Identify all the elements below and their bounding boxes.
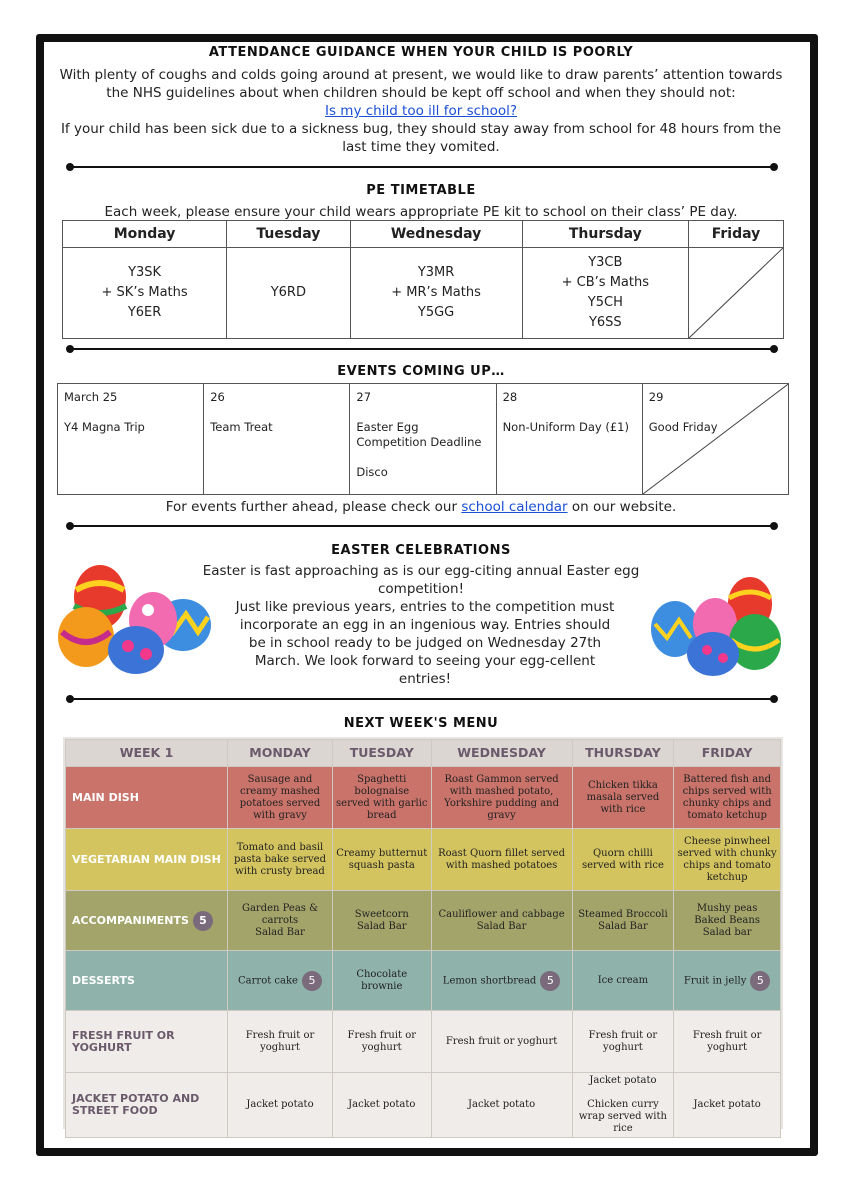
attendance-line2: If your child has been sick due to a sickness bug, they should stay away from school for 48 hours from the last time they vomited.: [60, 121, 782, 155]
event-item: Disco: [356, 465, 388, 479]
menu-day: THURSDAY: [572, 740, 674, 767]
pe-class: Y3MR: [417, 265, 455, 280]
menu-cell: Sweetcorn Salad Bar: [333, 891, 432, 951]
five-a-day-badge: 5: [302, 971, 322, 991]
menu-cell: Steamed Broccoli Salad Bar: [572, 891, 674, 951]
events-title: EVENTS COMING UP…: [337, 364, 505, 379]
pe-cell: [522, 248, 688, 339]
easter-line1: Easter is fast approaching as is our egg-citing annual Easter egg competition!: [202, 563, 640, 597]
pe-cell-empty: [689, 248, 784, 339]
pe-class: Y3SK: [128, 265, 162, 280]
event-date: 28: [502, 390, 518, 404]
five-a-day-badge: 5: [750, 971, 770, 991]
divider: [70, 166, 774, 168]
menu-cell: Battered fish and chips served with chunky chips and tomato ketchup: [674, 767, 781, 829]
menu-cell: Roast Quorn fillet served with mashed potatoes: [431, 829, 572, 891]
pe-day-thursday: Thursday: [522, 221, 688, 248]
menu-cell: Roast Gammon served with mashed potato, Yorkshire pudding and gravy: [431, 767, 572, 829]
menu-cell: Fresh fruit or yoghurt: [674, 1011, 781, 1073]
menu-cell: Jacket potato: [333, 1073, 432, 1138]
divider: [70, 348, 774, 350]
diagonal-line: [689, 248, 783, 338]
menu-cell: Fresh fruit or yoghurt: [228, 1011, 333, 1073]
pe-title: PE TIMETABLE: [366, 183, 476, 198]
menu-cell: Jacket potato: [431, 1073, 572, 1138]
menu-cell: Chocolate brownie: [333, 951, 432, 1011]
pe-class: Y6SS: [588, 315, 622, 330]
menu-row-label: MAIN DISH: [66, 767, 228, 829]
event-item: Non-Uniform Day (£1): [502, 420, 629, 434]
event-item: Good Friday: [648, 420, 718, 434]
pe-cell: [63, 248, 227, 339]
events-footer: [52, 498, 790, 516]
pe-class: + SK’s Maths: [101, 285, 188, 300]
pe-class: Y3CB: [588, 255, 623, 270]
event-item: Easter Egg Competition Deadline: [356, 420, 482, 449]
event-item: Y4 Magna Trip: [64, 420, 145, 434]
menu-row-label: FRESH FRUIT OR YOGHURT: [66, 1011, 228, 1073]
menu-cell: Cheese pinwheel served with chunky chips and tomato ketchup: [674, 829, 781, 891]
pe-class: Y6ER: [127, 305, 162, 320]
menu-cell-text: Carrot cake: [238, 975, 298, 986]
event-day: [350, 384, 496, 495]
event-item: Team Treat: [210, 420, 273, 434]
event-day: [204, 384, 350, 495]
menu-row-label: DESSERTS: [66, 951, 228, 1011]
event-date: 29: [648, 390, 664, 404]
menu-cell: Quorn chilli served with rice: [572, 829, 674, 891]
pe-class: Y5GG: [417, 305, 455, 320]
menu-cell: Ice cream: [572, 951, 674, 1011]
menu-cell: Cauliflower and cabbage Salad Bar: [431, 891, 572, 951]
menu-row-label: VEGETARIAN MAIN DISH: [66, 829, 228, 891]
pe-day-wednesday: Wednesday: [350, 221, 522, 248]
menu-table: [65, 739, 781, 1138]
easter-eggs-right-icon: [645, 574, 785, 679]
menu-row-label-text: ACCOMPANIMENTS: [72, 913, 189, 927]
menu-cell: Sausage and creamy mashed potatoes served with gravy: [228, 767, 333, 829]
pe-day-monday: Monday: [63, 221, 227, 248]
menu-title: NEXT WEEK'S MENU: [343, 716, 499, 731]
menu-row-label: JACKET POTATO AND STREET FOOD: [66, 1073, 228, 1138]
attendance-line1: With plenty of coughs and colds going around at present, we would like to draw parents’ attention towards the NHS guidelines about when children should be kept off school and when they should not:: [59, 67, 783, 101]
school-calendar-link[interactable]: school calendar: [461, 499, 568, 515]
pe-table: [62, 220, 784, 339]
menu-day: MONDAY: [228, 740, 333, 767]
pe-class: + CB’s Maths: [561, 275, 649, 290]
event-date: 27: [356, 390, 372, 404]
divider: [70, 698, 774, 700]
easter-title: EASTER CELEBRATIONS: [331, 543, 511, 558]
menu-cell: [228, 951, 333, 1011]
pe-cell: [227, 248, 350, 339]
menu-cell: Chicken tikka masala served with rice: [572, 767, 674, 829]
events-table: [57, 383, 789, 495]
pe-day-tuesday: Tuesday: [227, 221, 350, 248]
menu-cell: Fresh fruit or yoghurt: [431, 1011, 572, 1073]
pe-cell: [350, 248, 522, 339]
pe-class: + MR’s Maths: [391, 285, 481, 300]
five-a-day-badge: 5: [540, 971, 560, 991]
divider: [70, 525, 774, 527]
five-a-day-badge: 5: [193, 911, 213, 931]
menu-cell: [431, 951, 572, 1011]
menu-cell: Garden Peas & carrots Salad Bar: [228, 891, 333, 951]
pe-class: Y6RD: [270, 285, 306, 300]
menu-day: FRIDAY: [674, 740, 781, 767]
events-footer-text: For events further ahead, please check our: [165, 499, 462, 515]
events-footer-text: on our website.: [567, 499, 677, 515]
attendance-title: ATTENDANCE GUIDANCE WHEN YOUR CHILD IS POORLY: [208, 45, 634, 60]
event-date: 26: [210, 390, 225, 404]
pe-day-friday: Friday: [689, 221, 784, 248]
event-day: [642, 384, 788, 495]
attendance-text: [52, 66, 790, 156]
menu-cell: Spaghetti bolognaise served with garlic bread: [333, 767, 432, 829]
menu-row-label: [66, 891, 228, 951]
event-day: [58, 384, 204, 495]
menu-cell: Tomato and basil pasta bake served with crusty bread: [228, 829, 333, 891]
ill-for-school-link[interactable]: Is my child too ill for school?: [324, 103, 518, 119]
menu-day: WEDNESDAY: [431, 740, 572, 767]
event-date: March 25: [64, 390, 118, 404]
easter-eggs-left-icon: [48, 562, 218, 677]
event-day: [496, 384, 642, 495]
menu-cell: Mushy peas Baked Beans Salad bar: [674, 891, 781, 951]
menu-cell: Fresh fruit or yoghurt: [333, 1011, 432, 1073]
menu-day: TUESDAY: [333, 740, 432, 767]
menu-week: WEEK 1: [66, 740, 228, 767]
pe-intro: Each week, please ensure your child wears appropriate PE kit to school on their class’ PE day.: [104, 204, 738, 220]
menu-cell: Jacket potato: [228, 1073, 333, 1138]
menu-cell: Creamy butternut squash pasta: [333, 829, 432, 891]
menu-cell-text: Lemon shortbread: [442, 975, 537, 986]
menu-cell: [674, 951, 781, 1011]
menu-panel: [63, 737, 783, 1134]
menu-cell: Fresh fruit or yoghurt: [572, 1011, 674, 1073]
pe-class: Y5CH: [587, 295, 623, 310]
menu-cell-text: Fruit in jelly: [683, 975, 747, 986]
easter-line2: Just like previous years, entries to the competition must incorporate an egg in an ingenious way. Entries should be in school ready to be judged on Wednesday 27th March. We look forward to seeing your egg-cellent entries!: [235, 599, 615, 687]
menu-cell: Jacket potato Chicken curry wrap served with rice: [572, 1073, 674, 1138]
menu-cell: Jacket potato: [674, 1073, 781, 1138]
